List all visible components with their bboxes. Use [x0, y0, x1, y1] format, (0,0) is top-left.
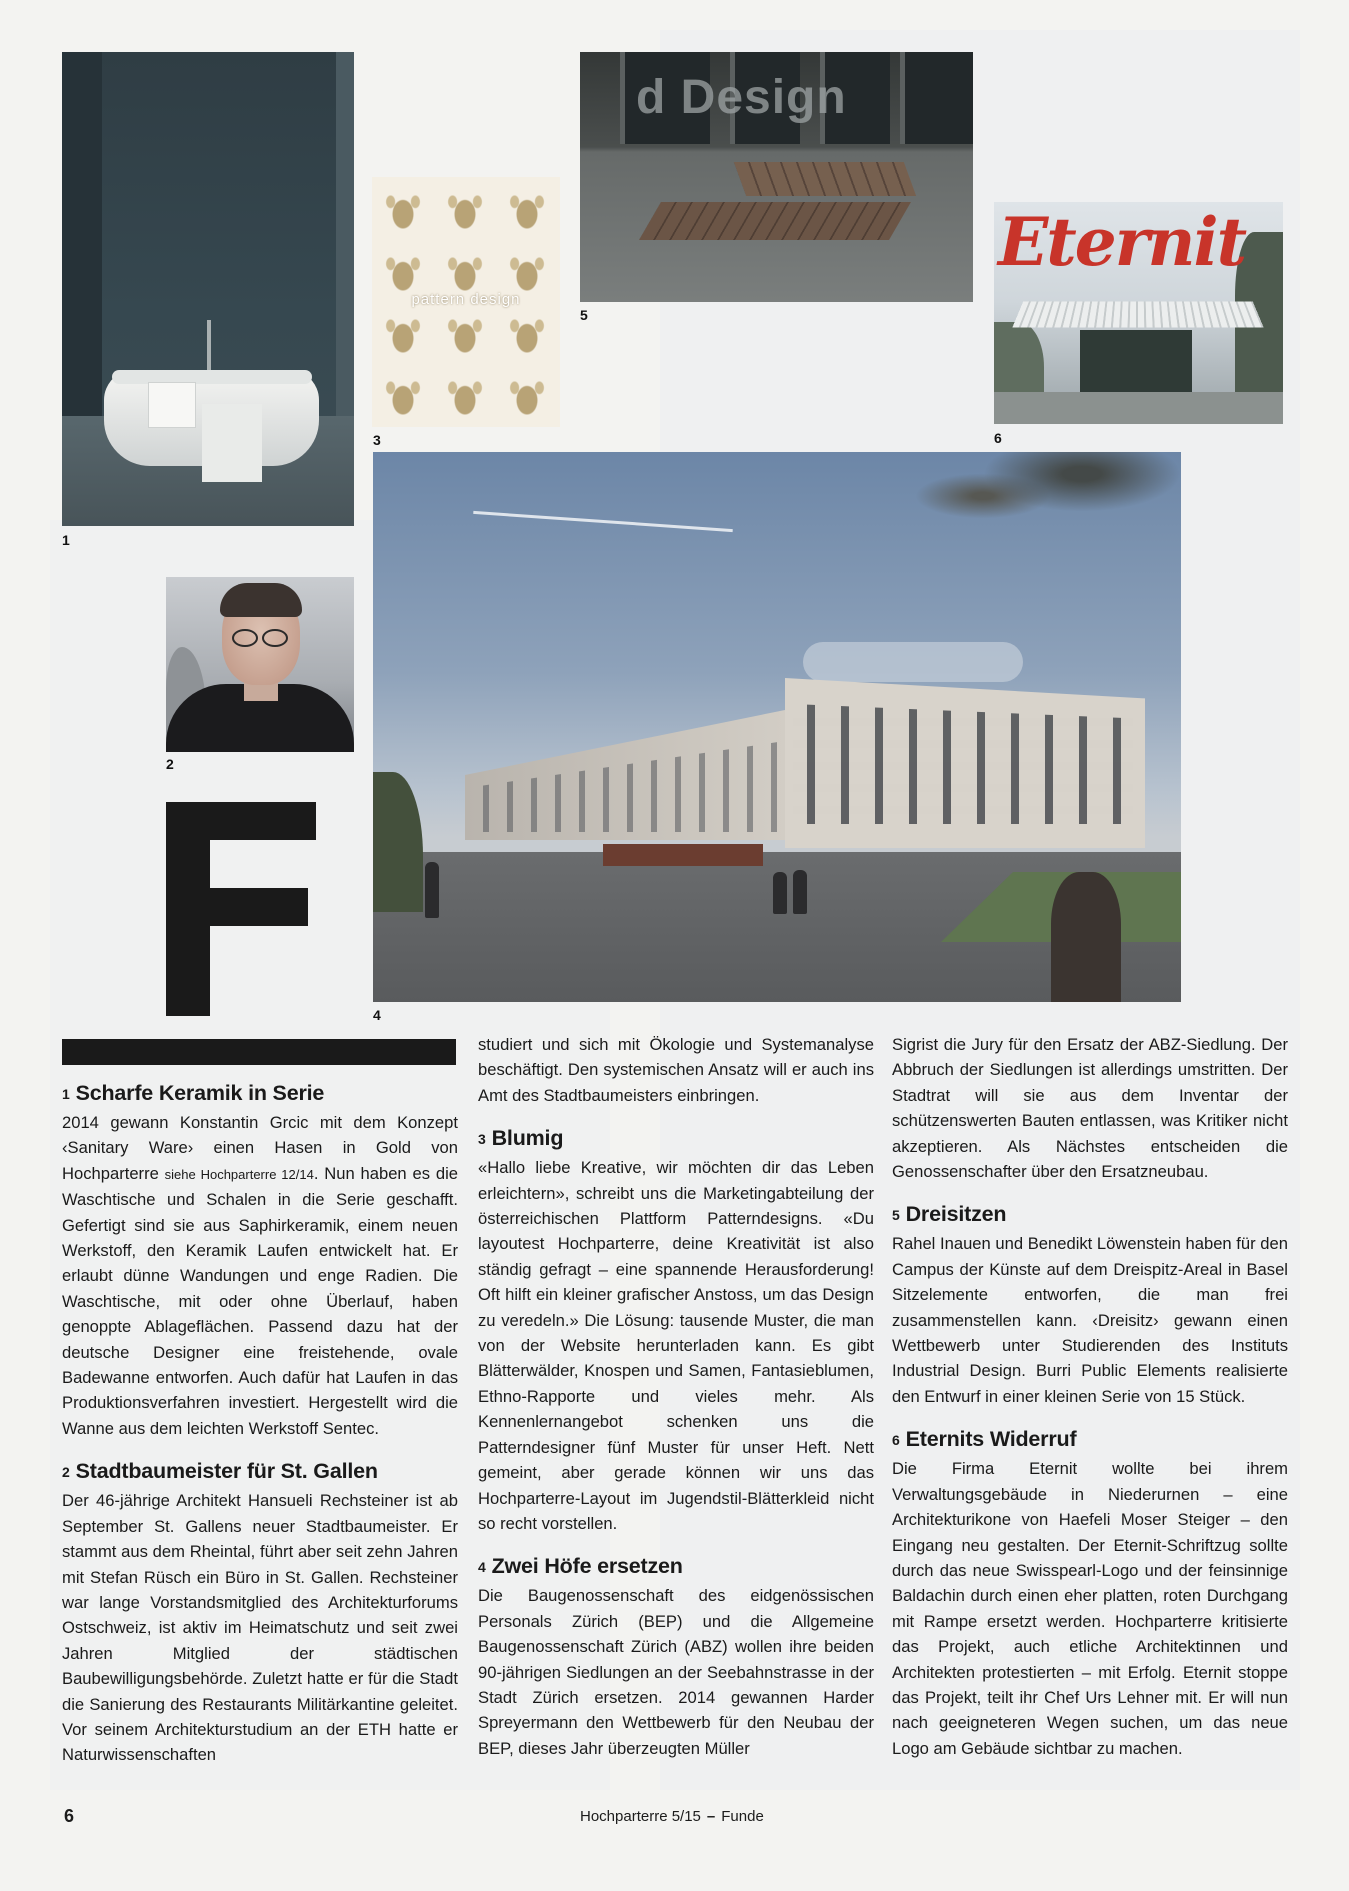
- article-3-number: 3: [478, 1131, 486, 1148]
- article-5-title: Dreisitzen: [905, 1202, 1007, 1227]
- article-1-title: Scharfe Keramik in Serie: [75, 1081, 325, 1105]
- figure-caption-3: 3: [373, 432, 381, 448]
- article-2-title: Stadtbaumeister für St. Gallen: [75, 1459, 378, 1484]
- figure-caption-2: 2: [166, 756, 174, 772]
- footer-separator: –: [706, 1808, 716, 1825]
- photo-housing-render: [373, 452, 1181, 1002]
- photo-pattern: [372, 177, 560, 427]
- text-column-2: [478, 1032, 874, 1761]
- page-number: 6: [64, 1806, 75, 1826]
- article-4-number: 4: [478, 1559, 486, 1576]
- text-column-1: [62, 1079, 458, 1768]
- article-6-number: 6: [892, 1432, 900, 1449]
- article-2-body: Der 46-jährige Architekt Hansueli Rechsteiner ist ab September St. Gallens neuer Stadtbaumeister. Er stammt aus dem Rheintal, führt aber seit zehn Jahren mit Stefan Rüsch ein Büro in St. Gallen. Rechsteiner war lange Vorstandsmitglied des Architekturforums Ostschweiz, ist aktiv im Heimatschutz und seit zwei Jahren Mitglied der städtischen Baubewilligungsbehörde. Zuletzt hatte er für die Stadt die Sanierung des Restaurants Militärkantine geleitet. Vor seinem Architekturstudium an der ETH hatte er Naturwissenschaften: [62, 1491, 458, 1765]
- eternit-logo: Eternit: [998, 203, 1246, 281]
- article-3-title: Blumig: [491, 1126, 564, 1151]
- article-1-reference: siehe Hochparterre 12/14: [164, 1166, 314, 1182]
- photo-bathtub: [62, 52, 354, 526]
- section-initial-f: [166, 802, 316, 1016]
- figure-caption-6: 6: [994, 430, 1002, 446]
- article-1-text: 2014 gewann Konstantin Grcic mit dem Konzept ‹Sanitary Ware› einen Hasen in Gold von Hochparterre: [62, 1113, 458, 1183]
- article-2-body-continued: studiert und sich mit Ökologie und Systemanalyse beschäftigt. Den systemischen Ansatz will er auch ins Amt des Stadtbaumeisters einbringen.: [478, 1035, 874, 1105]
- article-4-body: Die Baugenossenschaft des eidgenössischen Personals Zürich (BEP) und die Allgemeine Baugenossenschaft Zürich (ABZ) wollen ihre beiden 90-jährigen Siedlungen an der Seebahnstrasse in der Stadt Zürich ersetzen. 2014 gewannen Harder Spreyermann den Wettbewerb für den Neubau der BEP, dieses Jahr überzeugten Müller: [478, 1586, 874, 1758]
- article-1-heading: [62, 1079, 458, 1109]
- figure-caption-1: 1: [62, 532, 70, 548]
- article-6-body: Die Firma Eternit wollte bei ihrem Verwaltungsgebäude in Niederurnen – eine Architekturikone von Haefeli Moser Steiger – den Eingang neu gestalten. Der Eternit-Schriftzug sollte durch das neue Swisspearl-Logo und der feinsinnige Baldachin durch einen eher platten, roten Durchgang mit Rampe ersetzt werden. Hochparterre kritisierte das Projekt, auch etliche Architektinnen und Architekten protestierten – mit Erfolg. Eternit stoppe das Projekt, teilt ihr Chef Urs Lehner mit. Er will nun nach geeigneteren Wegen suchen, um das neue Logo am Gebäude sichtbar zu machen.: [892, 1459, 1288, 1758]
- figure-caption-4: 4: [373, 1007, 381, 1023]
- article-4-body-continued: Sigrist die Jury für den Ersatz der ABZ-Siedlung. Der Abbruch der Siedlungen ist allerdings umstritten. Der Stadtrat will sie aus dem Inventar der schützenswerten Bauten entlassen, was Kritiker nicht akzeptieren. Als Nächstes entscheiden die Genossenschafter über den Ersatzneubau.: [892, 1035, 1288, 1182]
- article-4-title: Zwei Höfe ersetzen: [491, 1554, 683, 1579]
- text-column-3: [892, 1032, 1288, 1761]
- article-1-body: [62, 1110, 458, 1441]
- pattern-watermark: pattern design: [411, 291, 521, 308]
- photo-eternit-building: [994, 202, 1283, 424]
- article-1-text-b: . Nun haben es die Waschtische und Schalen in die Serie geschafft. Gefertigt sind sie aus Saphirkeramik, einem neuen Werkstoff, den Keramik Laufen entwickelt hat. Er erlaubt dünne Wandungen und enge Radien. Die Waschtische, mit oder ohne Überlauf, haben genoppte Ablageflächen. Passend dazu hat der deutsche Designer eine freistehende, ovale Badewanne entworfen. Auch dafür hat Laufen in das Produktionsverfahren investiert. Hergestellt wird die Wanne aus dem leichten Werkstoff Sentec.: [62, 1163, 458, 1438]
- photo-bench: [580, 52, 973, 302]
- article-4-heading: [478, 1552, 874, 1582]
- article-2-number: 2: [62, 1464, 70, 1481]
- article-6-heading: [892, 1425, 1288, 1455]
- article-5-heading: [892, 1200, 1288, 1230]
- article-3-heading: [478, 1124, 874, 1154]
- footer-section: Funde: [721, 1808, 764, 1825]
- article-3-body: «Hallo liebe Kreative, wir möchten dir das Leben erleichtern», schreibt uns die Marketingabteilung der österreichischen Plattform Patterndesigns. «Du layoutest Hochparterre, deine Kreativität ist also ständig gefragt – eine spannende Herausforderung! Oft hilft ein kleiner grafischer Anstoss, um das Design zu veredeln.» Die Lösung: tausende Muster, die man von der Website herunterladen kann. Es gibt Blätterwälder, Knospen und Samen, Fantasieblumen, Ethno-Rapporte und vieles mehr. Als Kennenlernangebot schenken uns die Patterndesigner fünf Muster für unser Heft. Nett gemeint, aber gerade können wir uns das Hochparterre-Layout im Jugendstil-Blätterkleid nicht so recht vorstellen.: [478, 1158, 874, 1533]
- article-5-number: 5: [892, 1207, 900, 1224]
- article-1-number: 1: [62, 1086, 70, 1102]
- photo-portrait: [166, 577, 354, 752]
- article-6-title: Eternits Widerruf: [905, 1427, 1077, 1452]
- figure-caption-5: 5: [580, 307, 588, 323]
- design-lettering: d Design: [636, 71, 847, 124]
- footer-magazine: Hochparterre 5/15: [580, 1808, 701, 1825]
- running-footer: [580, 1808, 764, 1825]
- article-2-heading: [62, 1457, 458, 1487]
- article-5-body: Rahel Inauen und Benedikt Löwenstein haben für den Campus der Künste auf dem Dreispitz-Areal in Basel Sitzelemente entworfen, die man frei zusammenstellen kann. ‹Dreisitz› gewann einen Wettbewerb unter Studierenden des Instituts Industrial Design. Burri Public Elements realisierte den Entwurf in einer kleinen Serie von 15 Stück.: [892, 1234, 1288, 1406]
- section-rule: [62, 1039, 456, 1065]
